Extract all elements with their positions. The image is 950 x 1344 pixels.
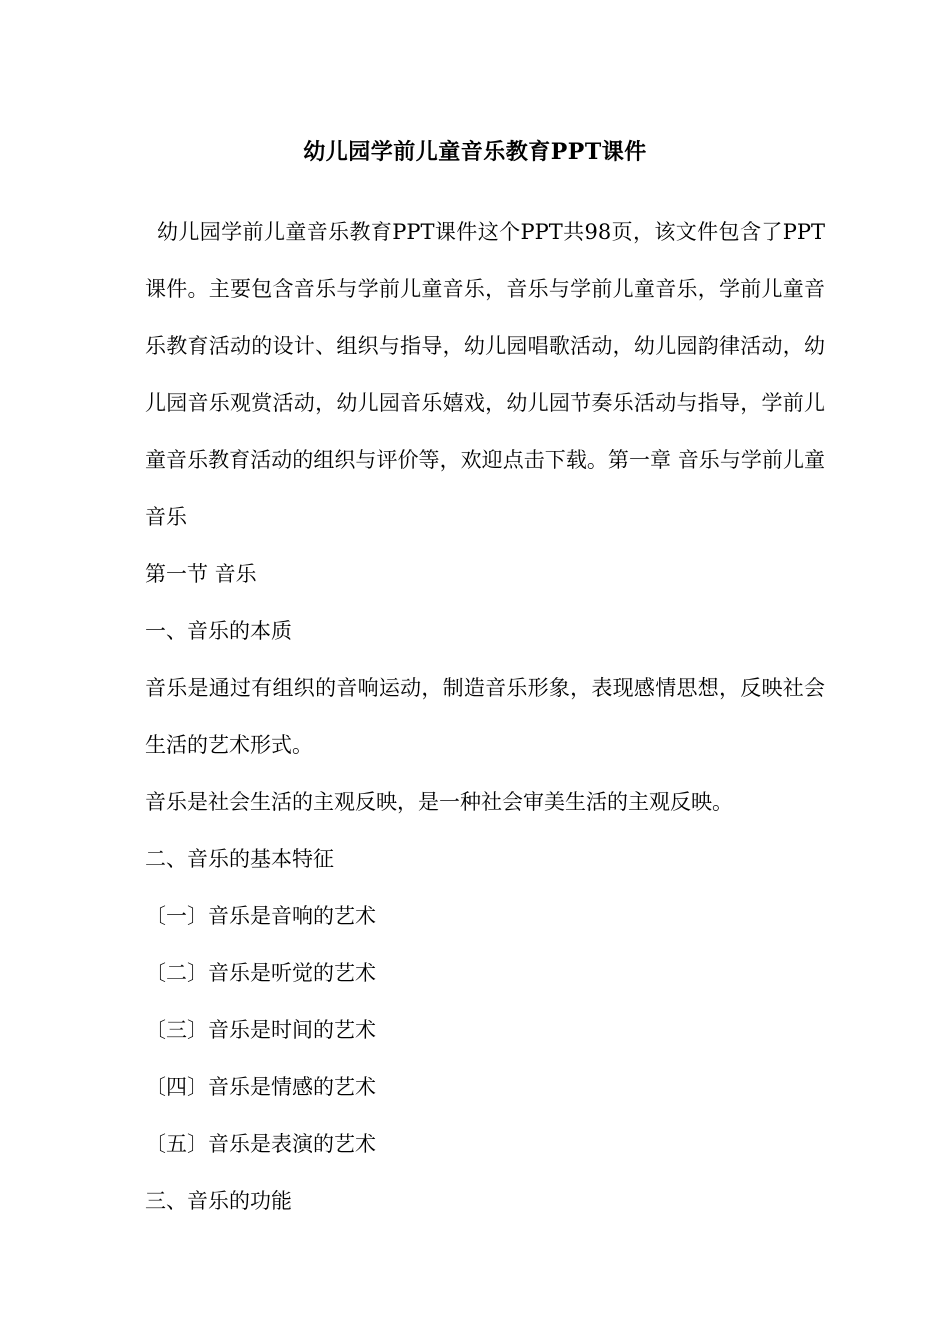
heading-functions: 三、音乐的功能 [145, 1189, 292, 1213]
heading-features: 二、音乐的基本特征 [145, 847, 334, 871]
feature-item: 〔三〕音乐是时间的艺术 [145, 1018, 376, 1042]
feature-item: 〔一〕音乐是音响的艺术 [145, 904, 376, 928]
heading-essence: 一、音乐的本质 [145, 619, 292, 643]
feature-item: 〔二〕音乐是听觉的艺术 [145, 961, 376, 985]
document-body [145, 204, 825, 1230]
paragraph-reflection: 音乐是社会生活的主观反映，是一种社会审美生活的主观反映。 [145, 790, 733, 814]
feature-item: 〔四〕音乐是情感的艺术 [145, 1075, 376, 1099]
paragraph-definition: 音乐是通过有组织的音响运动，制造音乐形象，表现感情思想，反映社会生活的艺术形式。 [145, 676, 825, 757]
intro-paragraph: 幼儿园学前儿童音乐教育PPT课件这个PPT共98页，该文件包含了PPT课件。主要包含音乐与学前儿童音乐，音乐与学前儿童音乐，学前儿童音乐教育活动的设计、组织与指导，幼儿园唱歌活动，幼儿园韵律活动，幼儿园音乐观赏活动，幼儿园音乐嬉戏，幼儿园节奏乐活动与指导，学前儿童音乐教育活动的组织与评价等，欢迎点击下载。第一章 音乐与学前儿童音乐 [145, 220, 825, 529]
section-heading: 第一节 音乐 [145, 562, 257, 586]
feature-item: 〔五〕音乐是表演的艺术 [145, 1132, 376, 1156]
document-title: 幼儿园学前儿童音乐教育PPT课件 [303, 139, 647, 165]
